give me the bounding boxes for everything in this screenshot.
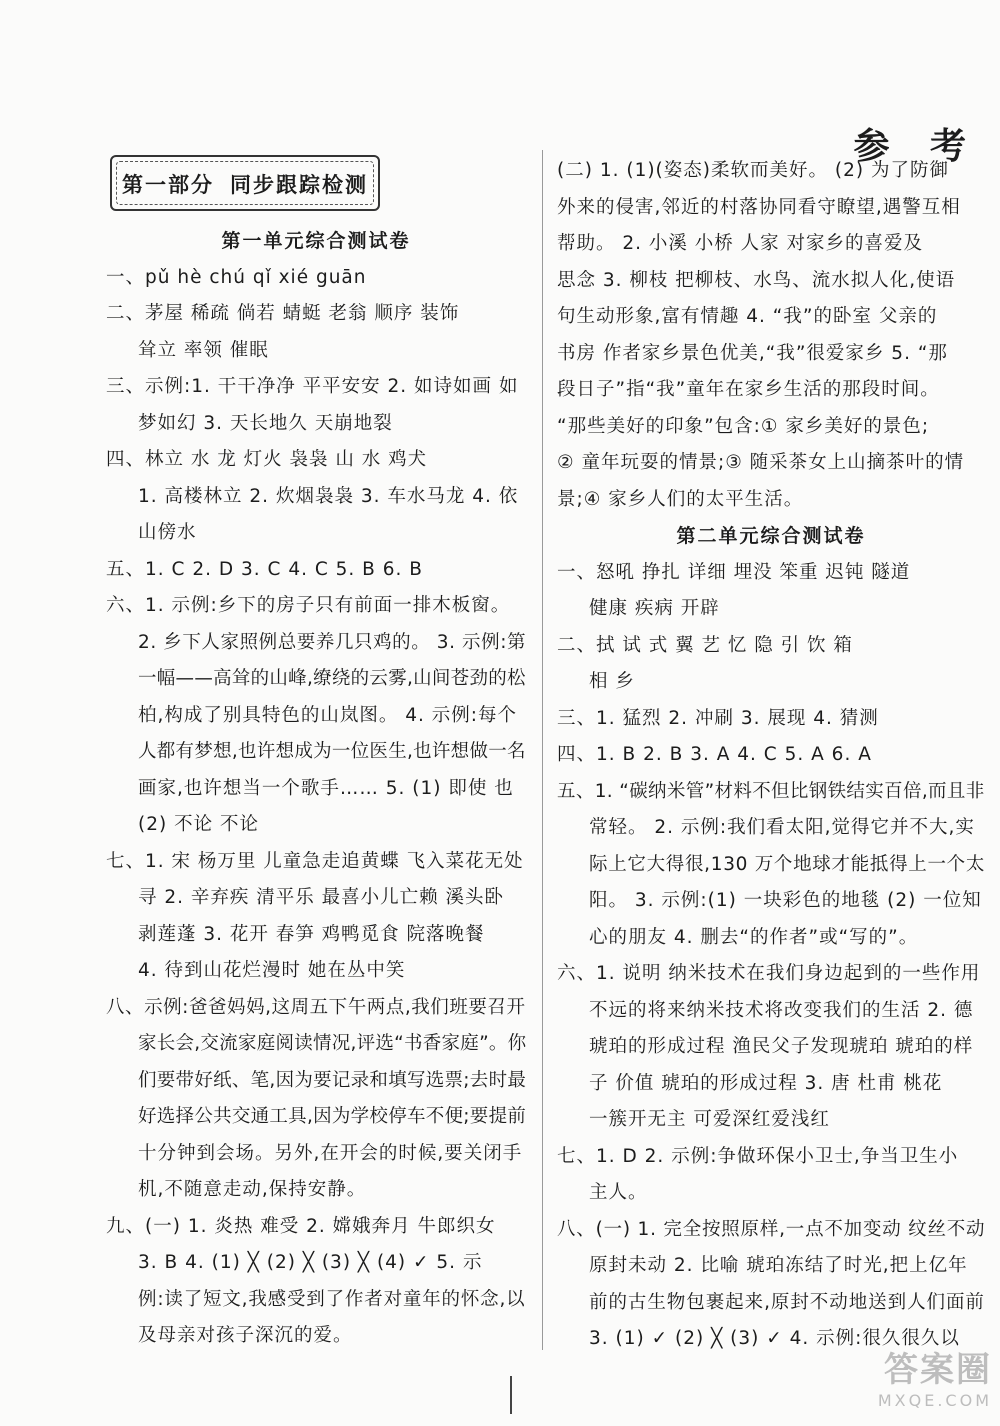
- answer-line: 4. 待到山花烂漫时 她在丛中笑: [138, 960, 406, 981]
- watermark-url: MXQE.COM: [877, 1391, 992, 1410]
- answer-line: 一、怒吼 挣扎 详细 埋没 笨重 迟钝 隧道: [557, 561, 911, 583]
- answer-line: 山傍水: [138, 522, 197, 543]
- answer-line: 相 乡: [589, 671, 635, 692]
- answer-line: 及母亲对孩子深沉的爱。: [138, 1325, 353, 1346]
- answer-line: 主人。: [589, 1182, 648, 1203]
- answer-line: 梦如幻 3. 天长地久 天崩地裂: [138, 412, 393, 434]
- answer-line: 家长会,交流家庭阅读情况,评选“书香家庭”。你: [138, 1033, 527, 1054]
- answer-line: 十分钟到会场。另外,在开会的时候,要关闭手: [138, 1142, 523, 1164]
- answer-line: 机,不随意走动,保持安静。: [138, 1179, 367, 1200]
- answer-line: 外来的侵害,邻近的村落协同看守瞭望,遇警互相: [557, 196, 961, 218]
- answer-line: 3. (1) ✓ (2) ╳ (3) ✓ 4. 示例:很久很久以: [589, 1328, 960, 1349]
- answer-line: 六、1. 示例:乡下的房子只有前面一排木板窗。: [106, 595, 511, 616]
- answer-line: 七、1. 宋 杨万里 儿童急走追黄蝶 飞入菜花无处: [106, 850, 524, 872]
- answer-line: 柏,构成了别具特色的山岚图。 4. 示例:每个: [138, 704, 518, 726]
- answer-line: 心的朋友 4. 删去“的作者”或“写的”。: [589, 926, 919, 948]
- answer-line: 四、林立 水 龙 灯火 袅袅 山 水 鸡犬: [106, 449, 428, 470]
- answer-line: 好选择公共交通工具,因为学校停车不便;要提前: [138, 1106, 527, 1127]
- answer-line: 六、1. 说明 纳米技术在我们身边起到的一些作用: [557, 963, 981, 984]
- answer-line: 五、1. C 2. D 3. C 4. C 5. B 6. B: [106, 558, 423, 580]
- answer-line: 三、1. 猛烈 2. 冲刷 3. 展现 4. 猜测: [557, 707, 879, 729]
- answer-line: 二、茅屋 稀疏 倘若 蜻蜓 老翁 顺序 装饰: [106, 303, 460, 324]
- answer-line: 八、示例:爸爸妈妈,这周五下午两点,我们班要召开: [106, 996, 526, 1018]
- answer-line: 三、示例:1. 干干净净 平平安安 2. 如诗如画 如: [106, 376, 519, 397]
- answer-line: 九、(一) 1. 炎热 难受 2. 嫦娥奔月 牛郎织女: [106, 1215, 496, 1237]
- page-marker: [510, 1376, 512, 1414]
- answer-line: 不远的将来纳米技术将改变我们的生活 2. 德: [589, 999, 974, 1021]
- answer-line: 书房 作者家乡景色优美,“我”很爱家乡 5. “那: [557, 342, 948, 364]
- answer-line: (二) 1. (1)(姿态)柔软而美好。 (2) 为了防御: [557, 160, 949, 181]
- answer-line: 2. 乡下人家照例总要养几只鸡的。 3. 示例:第: [138, 631, 527, 653]
- answer-line: 画家,也许想当一个歌手…… 5. (1) 即使 也: [138, 777, 514, 799]
- answer-line: 剥莲蓬 3. 花开 春笋 鸡鸭觅食 院落晚餐: [138, 923, 485, 945]
- answer-line: 3. B 4. (1) ╳ (2) ╳ (3) ╳ (4) ✓ 5. 示: [138, 1252, 483, 1273]
- answer-line: 琥珀的形成过程 渔民父子发现琥珀 琥珀的样: [589, 1036, 974, 1057]
- column-divider: [542, 150, 543, 1350]
- watermark-logo: [792, 1350, 992, 1420]
- answer-line: 一簇开无主 可爱深红爱浅红: [589, 1109, 830, 1130]
- answer-line: 帮助。 2. 小溪 小桥 人家 对家乡的喜爱及: [557, 233, 924, 254]
- answer-line: 前的古生物包裹起来,原封不动地送到人们面前: [589, 1291, 985, 1313]
- answer-line: 段日子”指“我”童年在家乡生活的那段时间。: [557, 379, 940, 400]
- answer-line: 人都有梦想,也许想成为一位医生,也许想做一名: [138, 741, 526, 762]
- answer-line: 例:读了短文,我感受到了作者对童年的怀念,以: [138, 1288, 526, 1310]
- answer-line: 寻 2. 辛弃疾 清平乐 最喜小儿亡赖 溪头卧: [138, 887, 505, 908]
- answer-line: ② 童年玩耍的情景;③ 随采茶女上山摘茶叶的情: [557, 452, 965, 473]
- answer-line: 常轻。 2. 示例:我们看太阳,觉得它并不大,实: [589, 817, 975, 838]
- answer-line: 七、1. D 2. 示例:争做环保小卫士,争当卫生小: [557, 1145, 959, 1167]
- answer-line: 一、pǔ hè chú qǐ xié guān: [106, 266, 367, 288]
- section-part-label: 第一部分: [122, 173, 214, 197]
- answer-line: “那些美好的印象”包含:① 家乡美好的景色;: [557, 415, 930, 437]
- answer-line: 景;④ 家乡人们的太平生活。: [557, 488, 804, 510]
- watermark-text: 答案圈: [884, 1350, 992, 1390]
- answer-line: (2) 不论 不论: [138, 814, 259, 835]
- answer-line: 健康 疾病 开辟: [589, 598, 720, 619]
- answer-line: 五、1. “碳纳米管”材料不但比钢铁结实百倍,而且非: [557, 780, 985, 802]
- section-name-label: 同步跟踪检测: [230, 173, 368, 197]
- page-title: 参 考: [853, 125, 980, 167]
- section-banner: [110, 155, 380, 211]
- answer-line: 二、拭 试 式 翼 艺 忆 隐 引 饮 箱: [557, 634, 853, 656]
- answer-line: 八、(一) 1. 完全按照原样,一点不加变动 纹丝不动: [557, 1218, 986, 1240]
- answer-line: 们要带好纸、笔,因为要记录和填写选票;去时最: [138, 1069, 527, 1091]
- section-heading: 第一单元综合测试卷: [221, 230, 411, 252]
- answer-line: 际上它大得很,130 万个地球才能抵得上一个太: [589, 853, 986, 875]
- answer-line: 耸立 率领 催眠: [138, 339, 269, 361]
- answer-line: 思念 3. 柳枝 把柳枝、水鸟、流水拟人化,使语: [557, 269, 956, 291]
- answer-line: 句生动形象,富有情趣 4. “我”的卧室 父亲的: [557, 306, 938, 327]
- answer-line: 1. 高楼林立 2. 炊烟袅袅 3. 车水马龙 4. 依: [138, 485, 519, 507]
- answer-line: 原封未动 2. 比喻 琥珀冻结了时光,把上亿年: [589, 1255, 968, 1276]
- answer-line: 一幅——高耸的山峰,缭绕的云雾,山间苍劲的松: [138, 668, 526, 689]
- answer-line: 四、1. B 2. B 3. A 4. C 5. A 6. A: [557, 744, 872, 765]
- answer-line: 子 价值 琥珀的形成过程 3. 唐 杜甫 桃花: [589, 1072, 943, 1094]
- section-heading: 第二单元综合测试卷: [676, 525, 866, 547]
- answer-line: 阳。 3. 示例:(1) 一块彩色的地毯 (2) 一位知: [589, 890, 982, 911]
